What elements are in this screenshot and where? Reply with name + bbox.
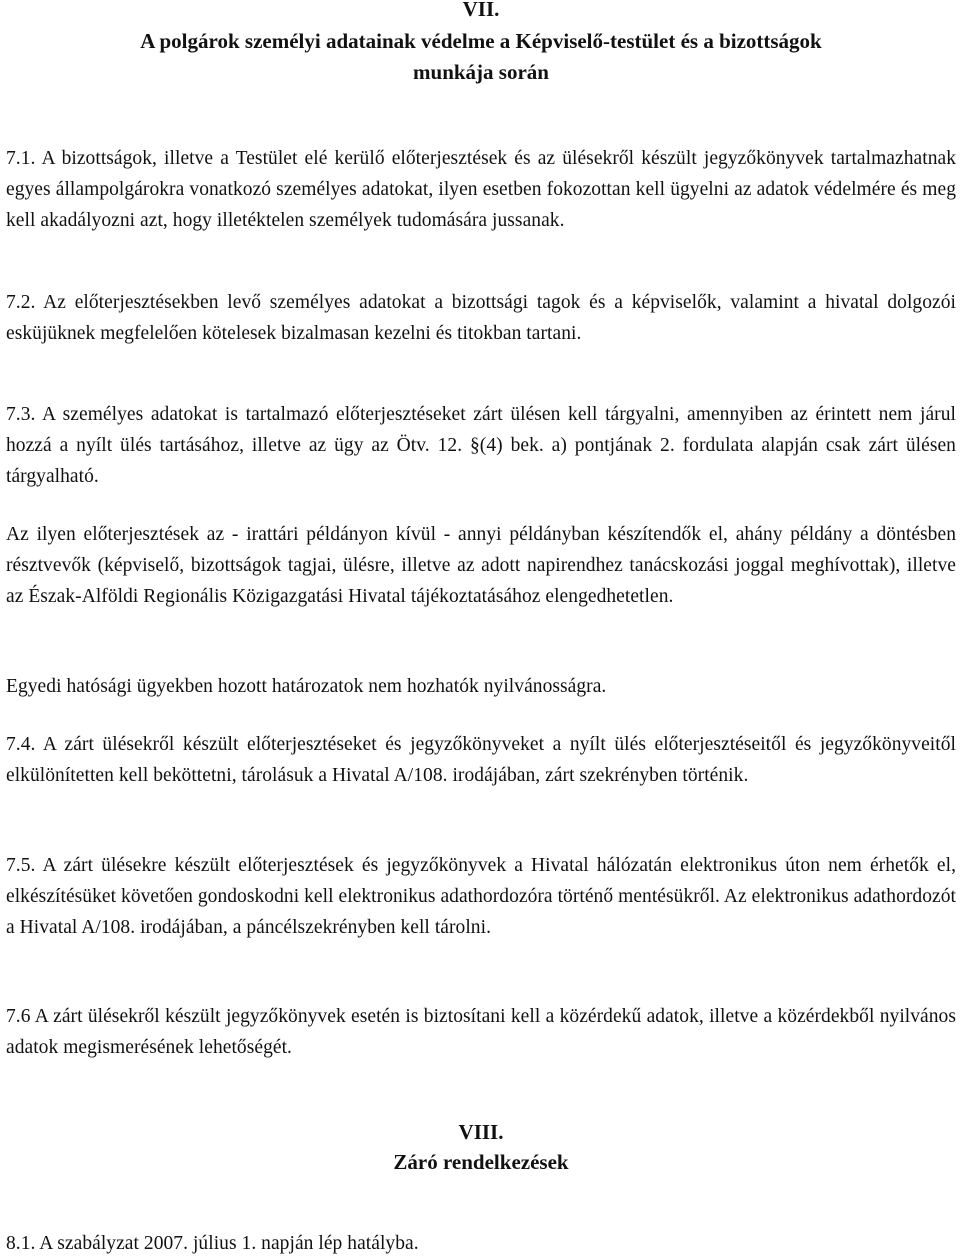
paragraph-7-5: 7.5. A zárt ülésekre készült előterjesztések és jegyzőkönyvek a Hivatal hálózatán elektronikus úton nem érhetők el, elkészítésüket követően gondoskodni kell elektronikus adathordozóra történő mentésükről. Az elektronikus adathordozót a Hivatal A/108. irodájában, a páncélszekrényben kell tárolni. xyxy=(6,855,956,938)
paragraph-8-1: 8.1. A szabályzat 2007. július 1. napján lép hatályba. xyxy=(6,1233,419,1254)
paragraph-7-6: 7.6 A zárt ülésekről készült jegyzőkönyvek esetén is biztosítani kell a közérdekű adatok, illetve a közérdekből nyilvános adatok megismerésének lehetőségét. xyxy=(6,1006,956,1058)
section-8-title: Záró rendelkezések xyxy=(393,1150,569,1174)
section-7-title: A polgárok személyi adatainak védelme a Képviselő-testület és a bizottságok munkája során xyxy=(140,29,822,84)
paragraph-7-1: 7.1. A bizottságok, illetve a Testület elé kerülő előterjesztések és az ülésekről készült jegyzőkönyvek tartalmazhatnak egyes állampolgárokra vonatkozó személyes adatokat, ilyen esetben fokozottan kell ügyelni az adatok védelmére és meg kell akadályozni azt, hogy illetéktelen személyek tudomására jussanak. xyxy=(6,148,956,231)
paragraph-7-3-copies: Az ilyen előterjesztések az - irattári példányon kívül - annyi példányban készítendők el, ahány példány a döntésben résztvevők (képviselő, bizottságok tagjai, ülésre, illetve az adott napirendhez tanácskozási joggal meghívottak), illetve az Észak-Alföldi Regionális Közigazgatási Hivatal tájékoztatásához elengedhetetlen. xyxy=(6,524,956,607)
section-8-number: VIII. xyxy=(458,1120,504,1144)
paragraph-7-3: 7.3. A személyes adatokat is tartalmazó előterjesztéseket zárt ülésen kell tárgyalni, amennyiben az érintett nem járul hozzá a nyílt ülés tartásához, illetve az ügy az Ötv. 12. §(4) bek. a) pontjának 2. fordulata alapján csak zárt ülésen tárgyalható. xyxy=(6,404,956,487)
section-7-number: VII. xyxy=(462,0,500,21)
paragraph-7-4: 7.4. A zárt ülésekről készült előterjesztéseket és jegyzőkönyveket a nyílt ülés előterjesztéseitől és jegyzőkönyveitől elkülönítetten kell beköttetni, tárolásuk a Hivatal A/108. irodájában, zárt szekrényben történik. xyxy=(6,734,956,786)
paragraph-7-3-decisions: Egyedi hatósági ügyekben hozott határozatok nem hozhatók nyilvánosságra. xyxy=(6,676,607,697)
paragraph-7-2: 7.2. Az előterjesztésekben levő személyes adatokat a bizottsági tagok és a képviselők, valamint a hivatal dolgozói esküjüknek megfelelően kötelesek bizalmasan kezelni és titokban tartani. xyxy=(6,292,956,344)
